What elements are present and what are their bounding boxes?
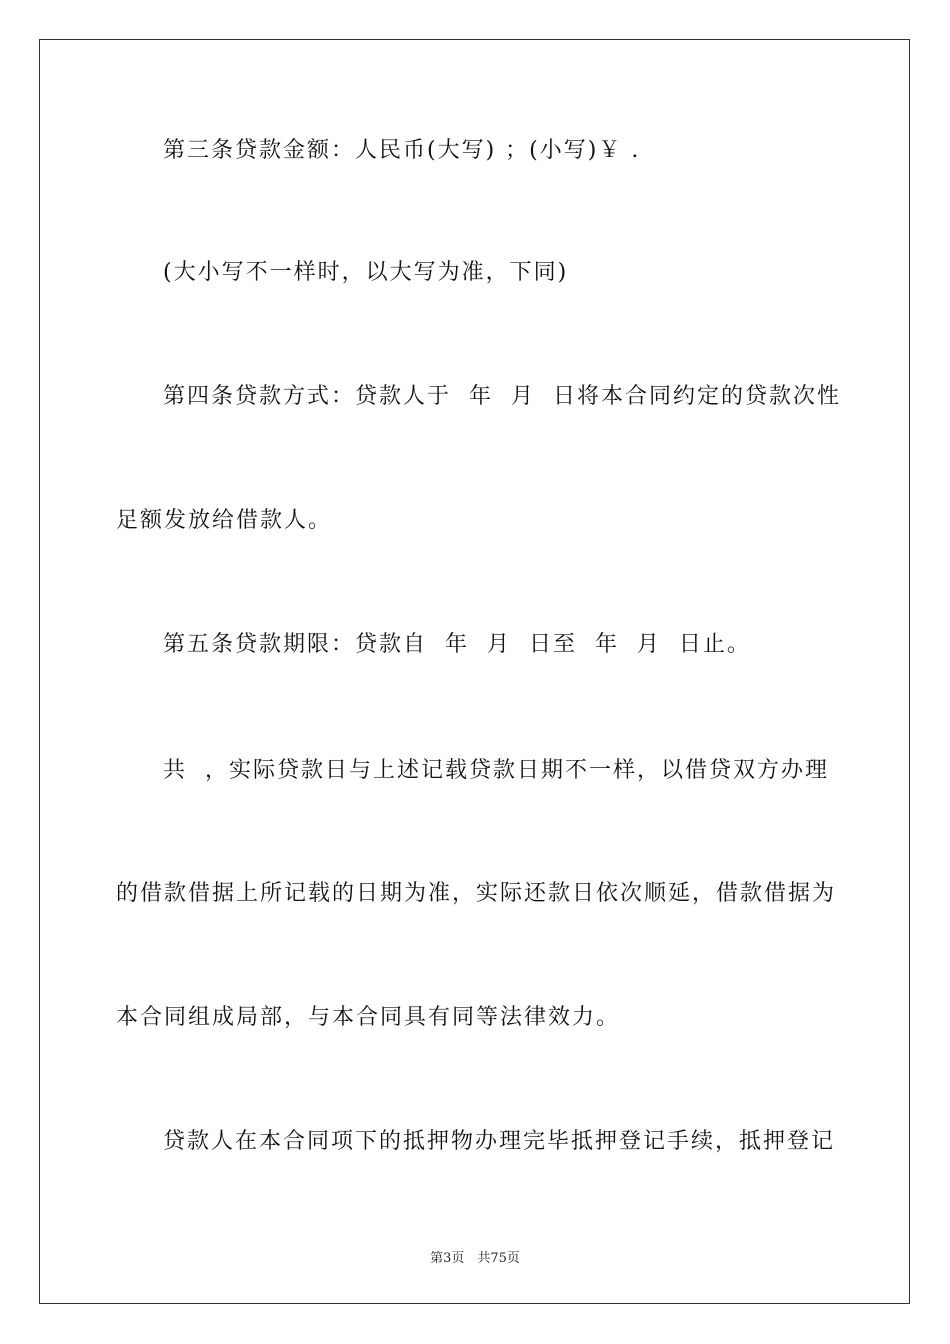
paragraph-actual-loan-date: 共 ，实际贷款日与上述记载贷款日期不一样，以借贷双方办理 (163, 758, 829, 783)
paragraph-mortgage-registration: 贷款人在本合同项下的抵押物办理完毕抵押登记手续，抵押登记 (163, 1129, 836, 1154)
paragraph-article-5-loan-term: 第五条贷款期限：贷款自 年 月 日至 年 月 日止。 (163, 632, 751, 657)
paragraph-article-3-loan-amount: 第三条贷款金额：人民币(大写) ；(小写)￥ . (163, 138, 641, 163)
paragraph-amount-note: (大小写不一样时，以大写为准，下同) (163, 260, 569, 285)
paragraph-actual-loan-date-continued-2: 本合同组成局部，与本合同具有同等法律效力。 (116, 1005, 621, 1030)
paragraph-actual-loan-date-continued-1: 的借款借据上所记载的日期为准，实际还款日依次顺延，借款借据为 (116, 881, 837, 906)
paragraph-article-4-loan-method: 第四条贷款方式：贷款人于 年 月 日将本合同约定的贷款次性 (163, 384, 841, 409)
page-number-footer: 第3页 共75页 (430, 1251, 520, 1266)
page-border (39, 39, 910, 1304)
paragraph-article-4-continued: 足额发放给借款人。 (116, 508, 333, 533)
